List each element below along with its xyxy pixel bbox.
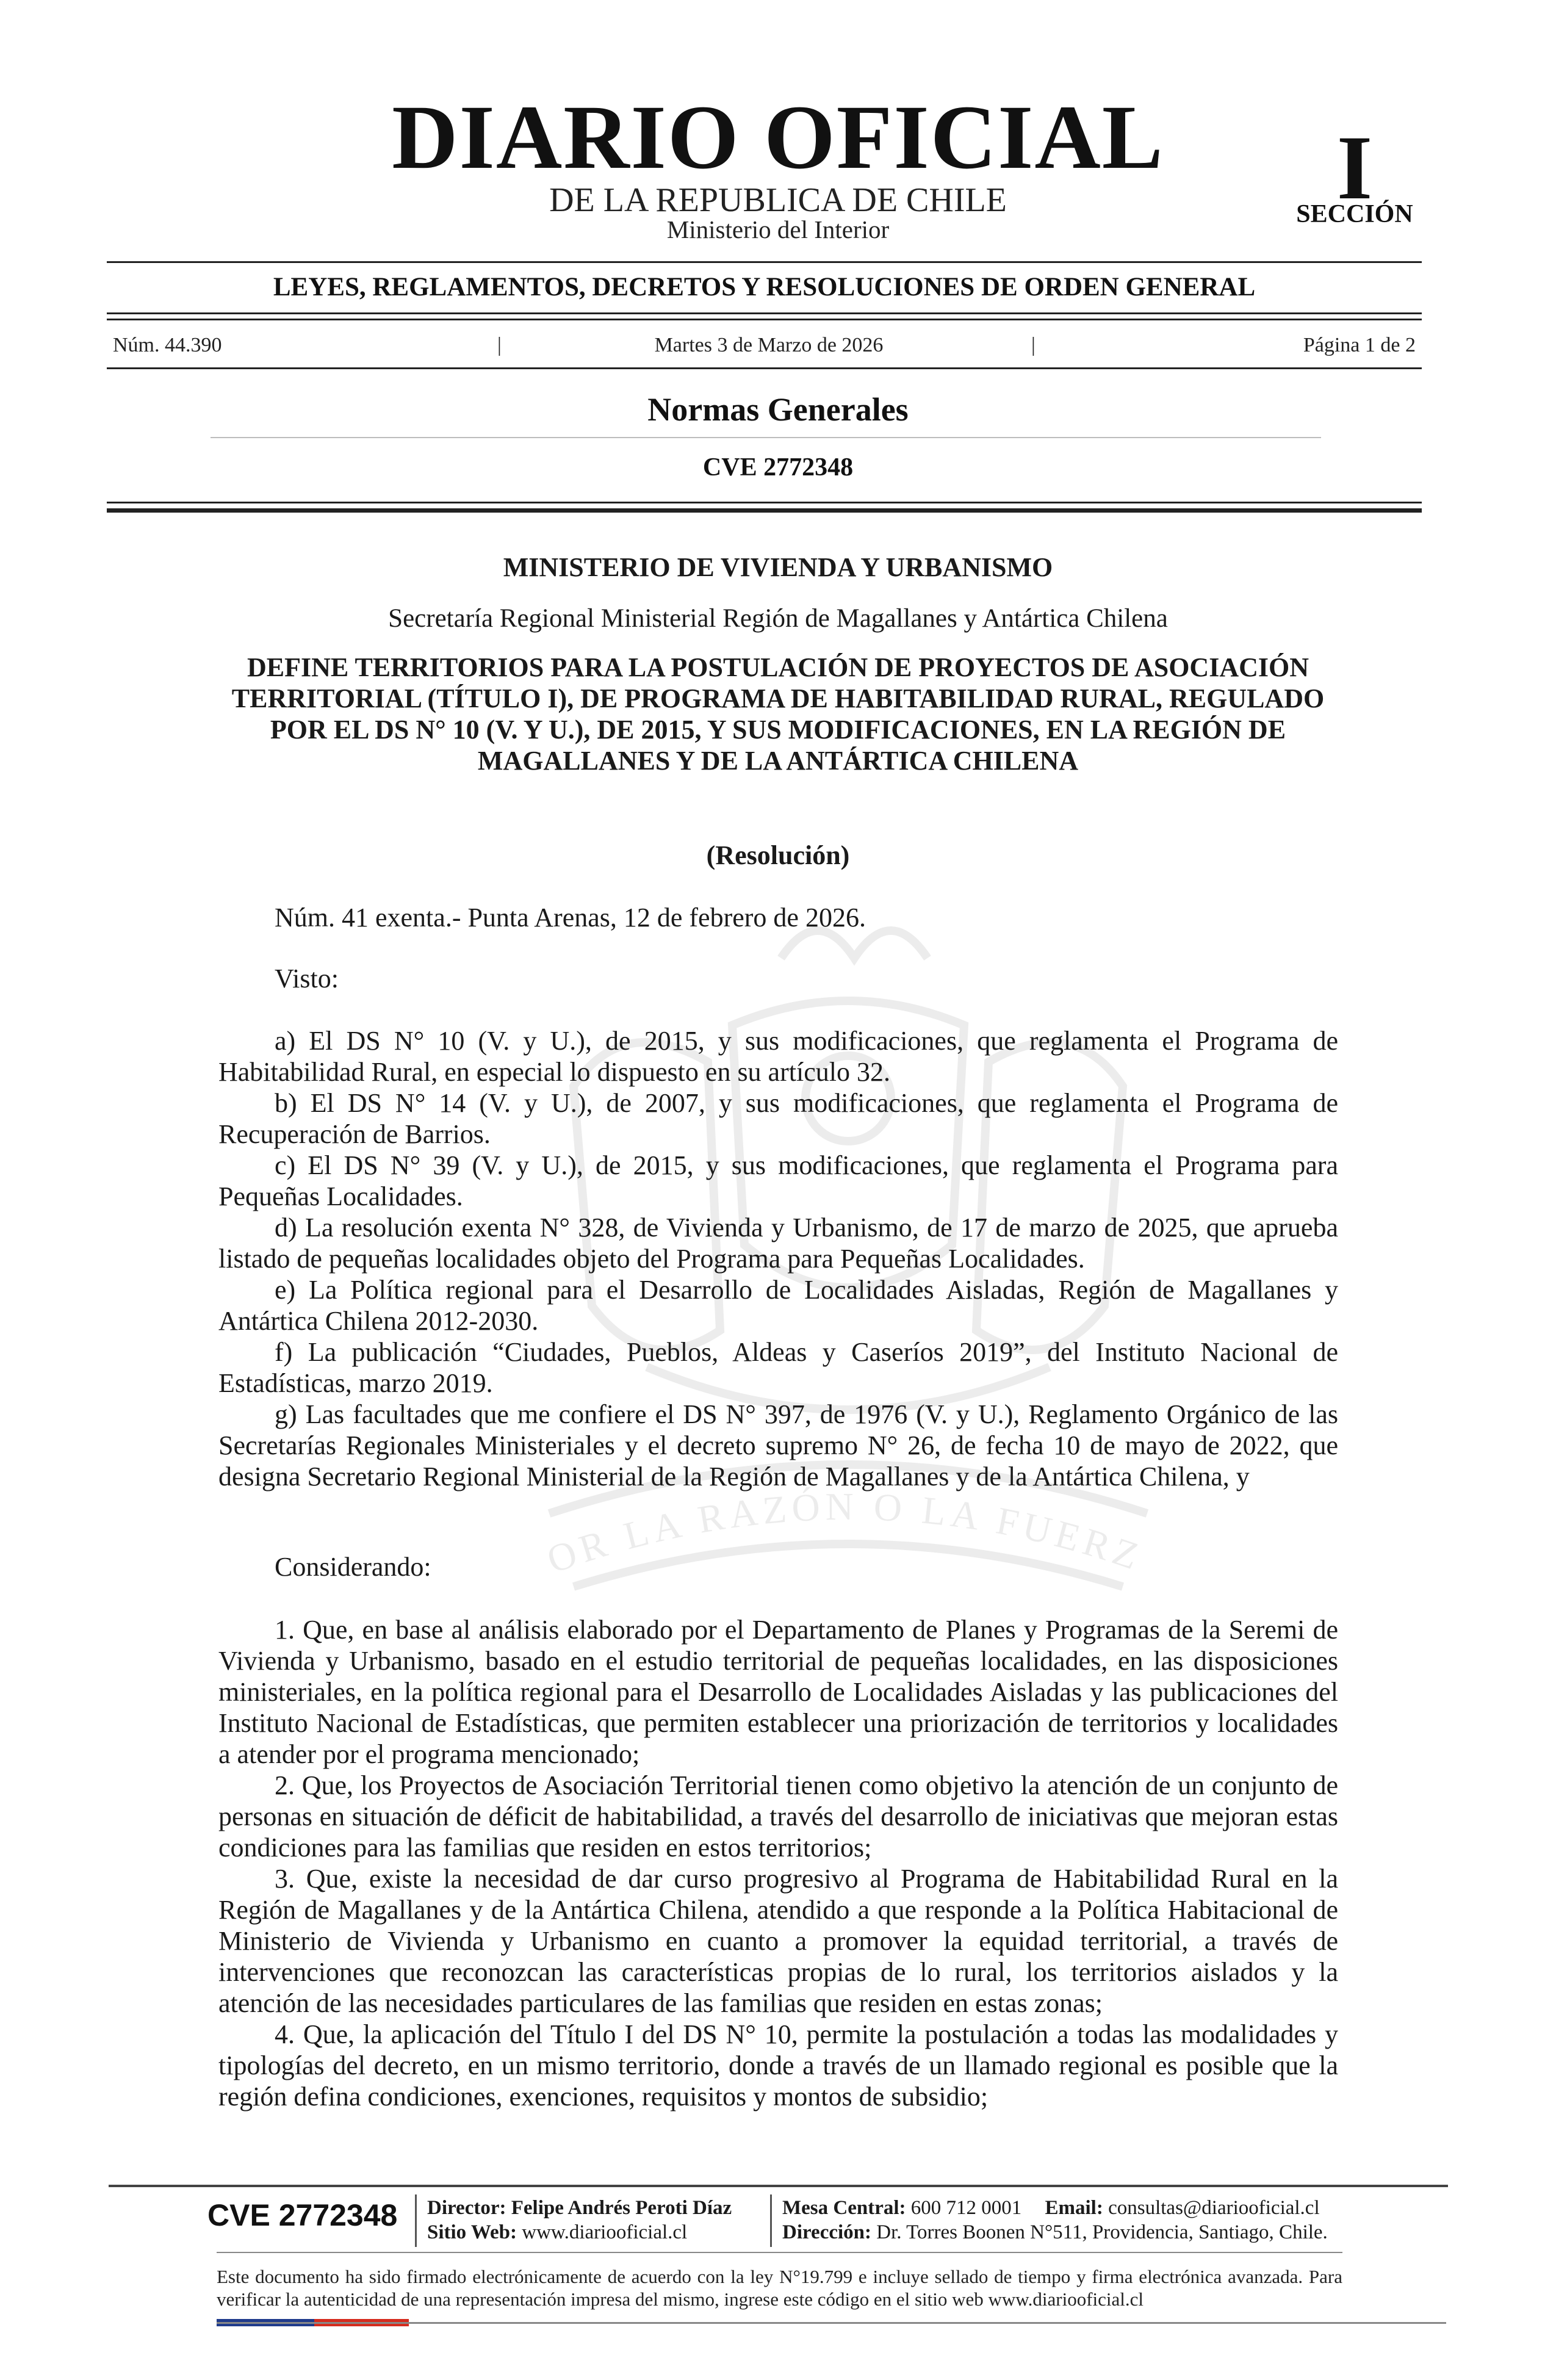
visto-item: d) La resolución exenta N° 328, de Vivienda y Urbanismo, de 17 de marzo de 2025, que aprueba listado de pequeñas localidades objeto del Programa para Pequeñas Localidades. — [218, 1213, 1338, 1274]
email-link[interactable]: consultas@diariooficial.cl — [1108, 2197, 1320, 2219]
category-heading: LEYES, REGLAMENTOS, DECRETOS Y RESOLUCIONES DE ORDEN GENERAL — [273, 273, 1256, 301]
website-label: Sitio Web: — [427, 2221, 517, 2243]
footer-website — [427, 2220, 687, 2245]
footer-bottom-line — [217, 2322, 1446, 2324]
section-divider-thin — [107, 502, 1422, 503]
document-title: DEFINE TERRITORIOS PARA LA POSTULACIÓN DE PROYECTOS DE ASOCIACIÓN TERRITORIAL (TÍTULO I), DE PROGRAMA DE HABITABILIDAD RURAL, REGULADO POR EL DS N° 10 (V. Y U.), DE 2015, Y SUS MODIFICACIONES, EN LA REGIÓN DE MAGALLANES Y DE LA ANTÁRTICA CHILENA — [231, 652, 1325, 776]
resolution-number: Núm. 41 exenta.- Punta Arenas, 12 de febrero de 2026. — [275, 903, 866, 932]
visto-list — [218, 1025, 1338, 1492]
section-divider-thick — [107, 508, 1422, 513]
considerando-list — [218, 1614, 1338, 2112]
address-label: Dirección: — [782, 2221, 872, 2243]
document-type: (Resolución) — [706, 840, 850, 870]
motto-text: OR LA RAZÓN O LA FUERZ — [541, 1484, 1149, 1582]
visto-item: c) El DS N° 39 (V. y U.), de 2015, y sus modificaciones, que reglamenta el Programa para Pequeñas Localidades. — [218, 1150, 1338, 1211]
footer-note-divider — [217, 2252, 1342, 2253]
category-divider-bottom — [107, 319, 1422, 320]
info-separator: | — [497, 334, 502, 356]
considerando-heading: Considerando: — [275, 1552, 431, 1582]
visto-item: g) Las facultades que me confiere el DS N° 397, de 1976 (V. y U.), Reglamento Orgánico de las Secretarías Regionales Ministeriales y el decreto supremo N° 26, de fecha 10 de mayo de 2022, que designa Secretario Regional Ministerial de la Región de Magallanes y de la Antártica Chilena, y — [218, 1399, 1338, 1491]
document-office: Secretaría Regional Ministerial Región de Magallanes y Antártica Chilena — [388, 604, 1168, 633]
footer-cve: CVE 2772348 — [207, 2198, 398, 2232]
footer-phone-email — [782, 2196, 1320, 2220]
director-name: Felipe Andrés Peroti Díaz — [511, 2197, 732, 2219]
visto-item: a) El DS N° 10 (V. y U.), de 2015, y sus modificaciones, que reglamenta el Programa de Habitabilidad Rural, en especial lo dispuesto en su artículo 32. — [218, 1026, 1338, 1087]
visto-item: e) La Política regional para el Desarrollo de Localidades Aisladas, Región de Magallanes y Antártica Chilena 2012-2030. — [218, 1275, 1338, 1336]
phone-value: 600 712 0001 — [910, 2197, 1022, 2219]
info-bar-divider — [107, 367, 1422, 369]
masthead-subtitle: DE LA REPUBLICA DE CHILE — [549, 181, 1007, 219]
footer-director — [427, 2196, 732, 2220]
footer-address — [782, 2220, 1328, 2245]
issue-date: Martes 3 de Marzo de 2026 — [654, 334, 884, 356]
visto-item: b) El DS N° 14 (V. y U.), de 2007, y sus modificaciones, que reglamenta el Programa de Recuperación de Barrios. — [218, 1088, 1338, 1149]
considerando-item: 2. Que, los Proyectos de Asociación Territorial tienen como objetivo la atención de un conjunto de personas en situación de déficit de habitabilidad, a través del desarrollo de iniciativas que mejoran estas condiciones para las familias que residen en estos territorios; — [218, 1770, 1338, 1863]
phone-label: Mesa Central: — [782, 2197, 906, 2219]
footer-separator — [770, 2194, 772, 2247]
footer-separator — [415, 2194, 417, 2247]
page-indicator: Página 1 de 2 — [1303, 334, 1416, 356]
document-ministry: MINISTERIO DE VIVIENDA Y URBANISMO — [503, 552, 1053, 582]
director-label: Director: — [427, 2197, 506, 2219]
considerando-item: 1. Que, en base al análisis elaborado por el Departamento de Planes y Programas de la Seremi de Vivienda y Urbanismo, basado en el estudio territorial de pequeñas localidades, en las disposiciones ministeriales, en la política regional para el Desarrollo de Localidades Aisladas y las publicaciones del Instituto Nacional de Estadísticas, que permiten establecer una priorización de territorios y localidades a atender por el programa mencionado; — [218, 1615, 1338, 1769]
address-value: Dr. Torres Boonen N°511, Providencia, Santiago, Chile. — [876, 2221, 1328, 2243]
category-divider-top — [107, 312, 1422, 314]
website-link[interactable]: www.diariooficial.cl — [522, 2221, 688, 2243]
masthead-title: DIARIO OFICIAL — [392, 87, 1164, 188]
section-number: I — [1336, 117, 1373, 218]
cve-code: CVE 2772348 — [702, 453, 854, 481]
considerando-item: 4. Que, la aplicación del Título I del DS N° 10, permite la postulación a todas las modalidades y tipologías del decreto, en un mismo territorio, donde a través de un llamado regional es posible que la región defina condiciones, exenciones, requisitos y montos de subsidio; — [218, 2019, 1338, 2111]
masthead-ministry: Ministerio del Interior — [666, 215, 890, 243]
footer-legal-note: Este documento ha sido firmado electrónicamente de acuerdo con la ley N°19.799 e incluye sellado de tiempo y firma electrónica avanzada. Para verificar la autenticidad de una representación impresa del mismo, ingrese este código en el sitio web www.diariooficial.cl — [217, 2266, 1342, 2310]
section-label: SECCIÓN — [1296, 200, 1413, 228]
masthead-divider — [107, 261, 1422, 263]
visto-heading: Visto: — [275, 964, 339, 993]
section-title-divider — [211, 437, 1321, 438]
section-title: Normas Generales — [647, 391, 909, 428]
footer-divider — [109, 2185, 1448, 2187]
info-separator: | — [1031, 334, 1036, 356]
email-label: Email: — [1045, 2197, 1103, 2219]
issue-number: Núm. 44.390 — [113, 334, 222, 356]
visto-item: f) La publicación “Ciudades, Pueblos, Aldeas y Caseríos 2019”, del Instituto Nacional de Estadísticas, marzo 2019. — [218, 1337, 1338, 1398]
considerando-item: 3. Que, existe la necesidad de dar curso progresivo al Programa de Habitabilidad Rural en la Región de Magallanes y de la Antártica Chilena, atendido a que responde a la Política Habitacional de Ministerio de Vivienda y Urbanismo en cuanto a promover la equidad territorial, a través de intervenciones que reconozcan las características propias de lo rural, los territorios aislados y la atención de las necesidades particulares de las familias que residen en estas zonas; — [218, 1864, 1338, 2018]
